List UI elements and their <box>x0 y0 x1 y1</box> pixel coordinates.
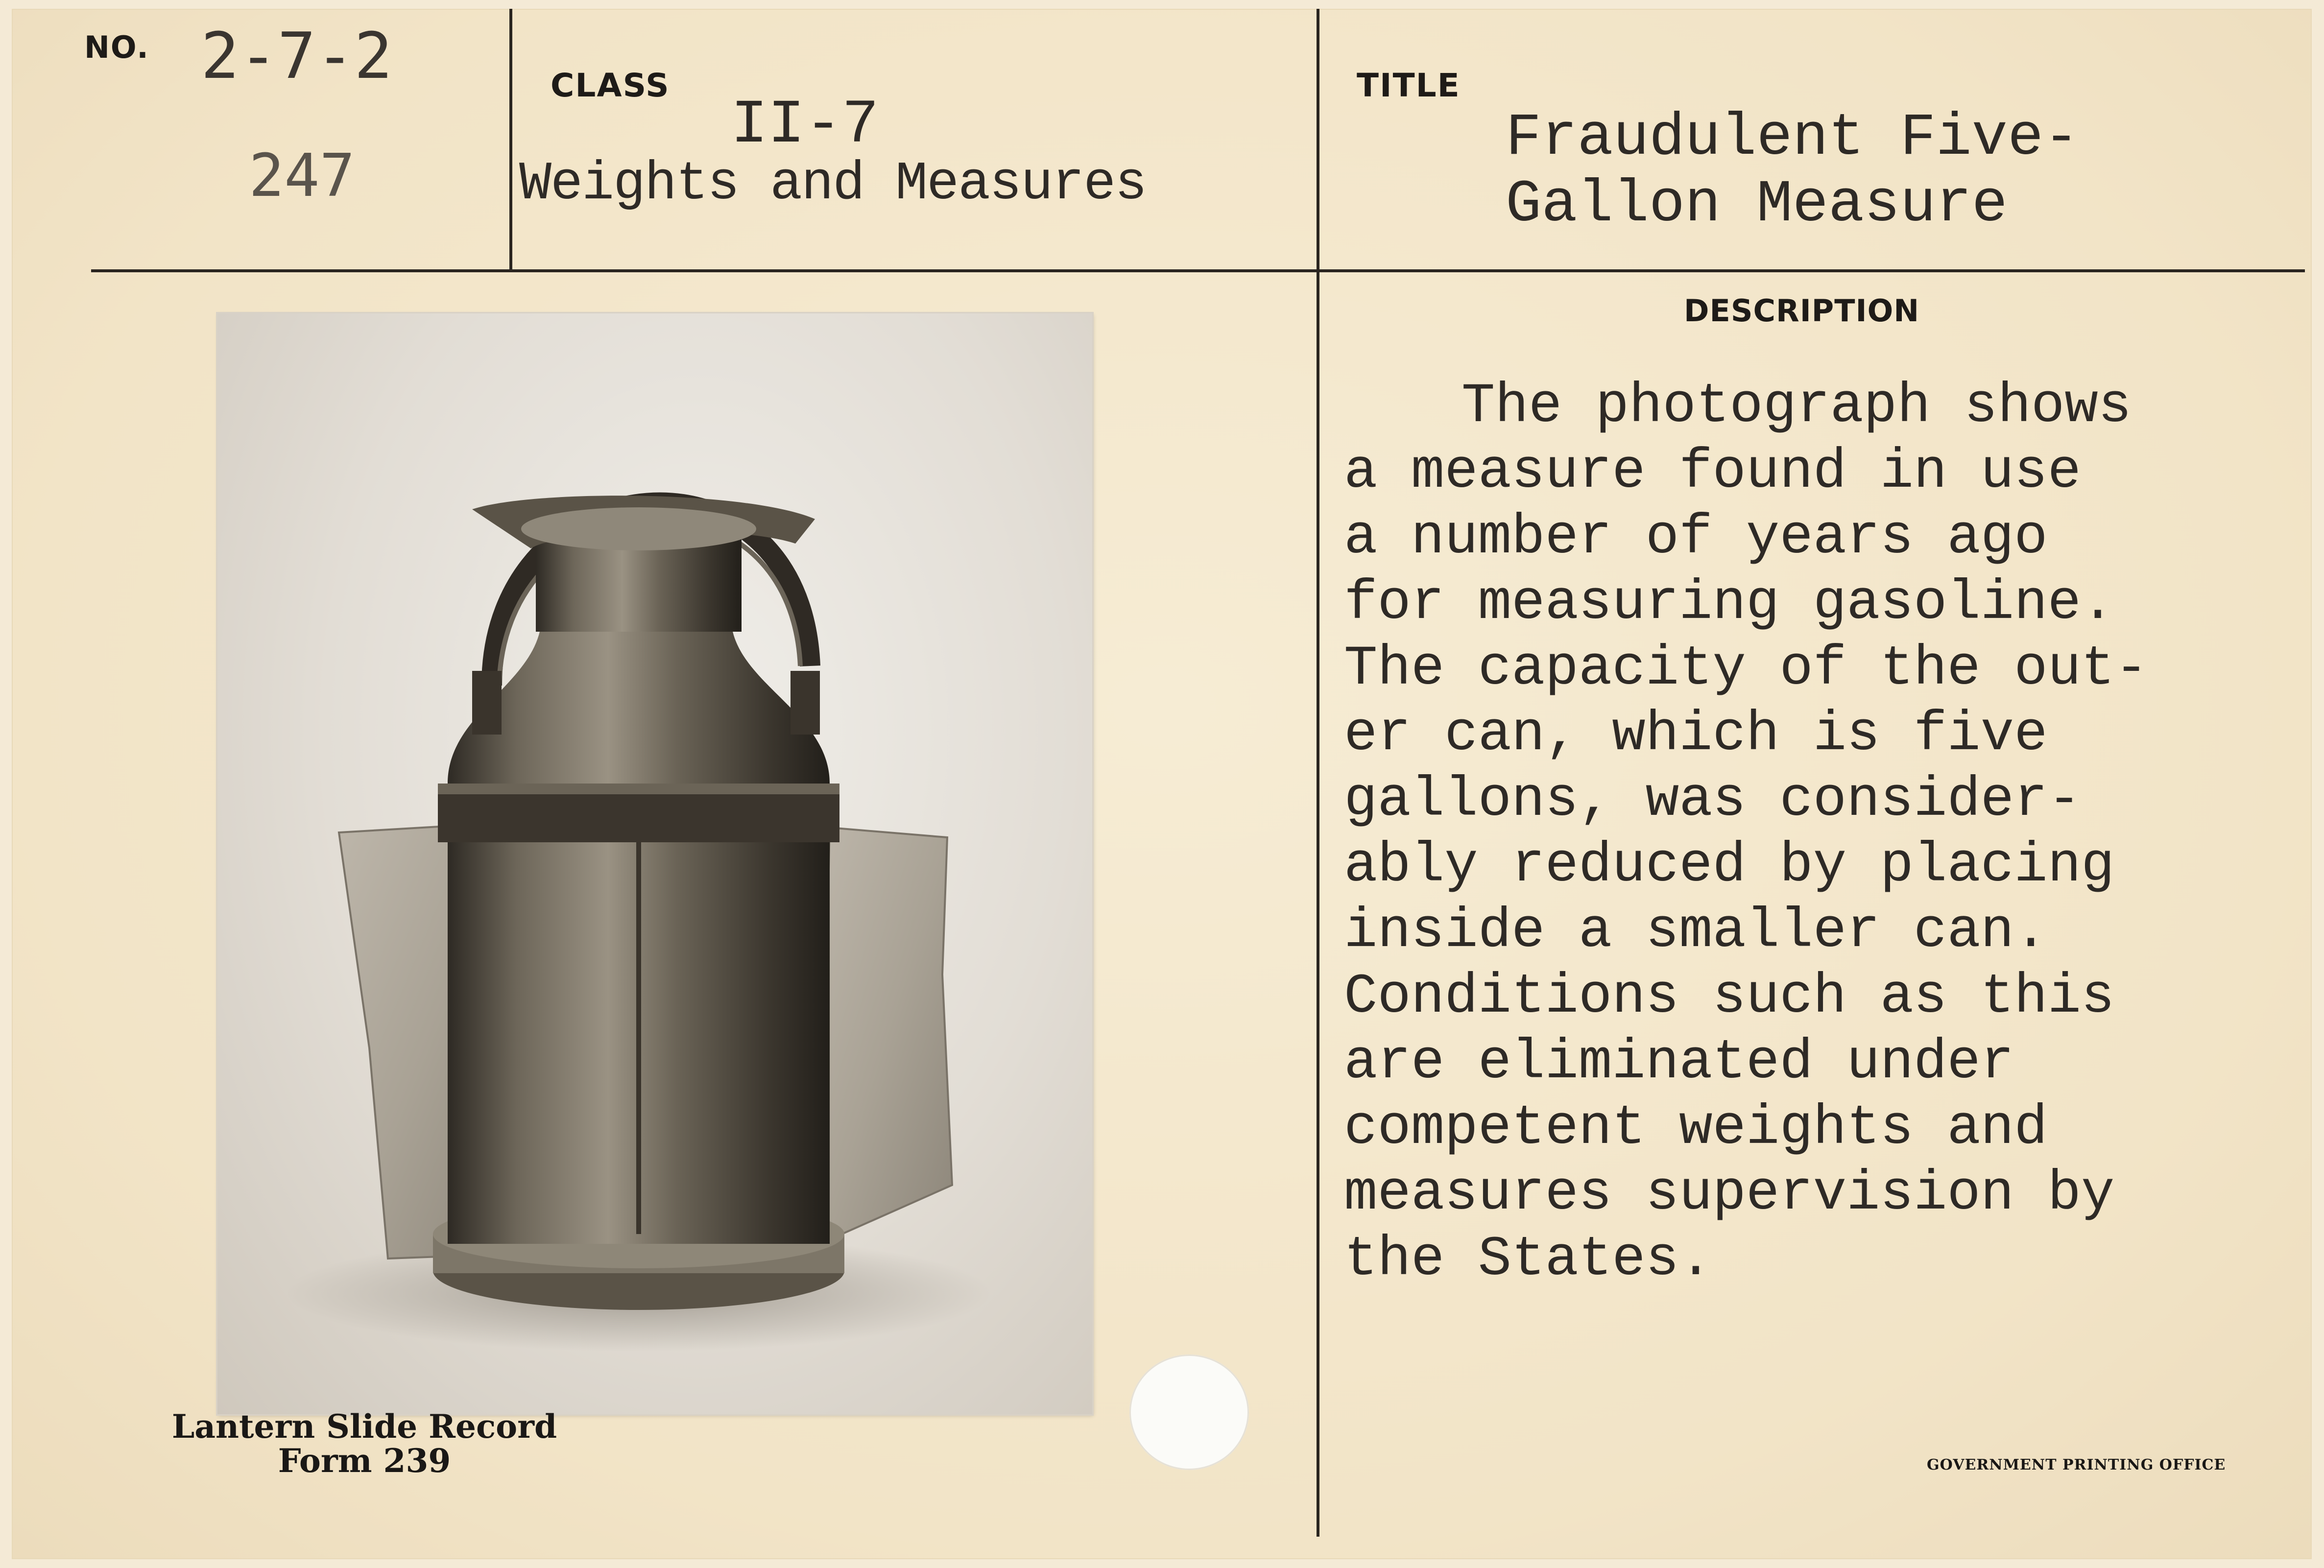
measure-photograph <box>217 313 1092 1414</box>
description-line: The photograph shows <box>1461 375 2132 438</box>
header-divider-rule <box>91 269 2305 272</box>
printer-imprint: GOVERNMENT PRINTING OFFICE <box>1927 1456 2226 1473</box>
punched-hole <box>1129 1354 1249 1470</box>
description-line: measures supervision by <box>1344 1163 2115 1226</box>
no-class-divider <box>509 9 512 269</box>
description-text <box>1344 374 2148 1293</box>
form-footer <box>110 1409 619 1478</box>
description-line: gallons, was consider- <box>1344 769 2082 832</box>
main-vertical-divider <box>1317 9 1319 1537</box>
description-line: er can, which is five <box>1344 703 2048 766</box>
lantern-slide-card <box>12 9 2312 1559</box>
card-number: 2-7-2 <box>201 19 393 93</box>
description-line: inside a smaller can. <box>1344 900 2048 963</box>
description-line: a measure found in use <box>1344 441 2082 504</box>
class-name: Weights and Measures <box>519 154 1147 215</box>
slide-number: 247 <box>249 142 355 210</box>
title-line: Fraudulent Five- <box>1506 104 2080 172</box>
description-line: competent weights and <box>1344 1097 2048 1160</box>
description-line: a number of years ago <box>1344 506 2048 570</box>
gallon-can-illustration <box>217 313 1092 1414</box>
description-line: are eliminated under <box>1344 1031 2014 1094</box>
description-line: Conditions such as this <box>1344 966 2115 1029</box>
description-line: the States. <box>1344 1228 1713 1291</box>
description-label: DESCRIPTION <box>1684 293 1920 329</box>
description-line: ably reduced by placing <box>1344 834 2115 898</box>
class-label: CLASS <box>551 67 670 104</box>
description-line: for measuring gasoline. <box>1344 572 2115 635</box>
no-label: NO. <box>84 29 149 65</box>
footer-record-title: Lantern Slide Record <box>171 1407 557 1446</box>
description-line: The capacity of the out- <box>1344 638 2148 701</box>
title-label: TITLE <box>1357 67 1461 104</box>
class-code: II-7 <box>731 90 879 160</box>
title-line: Gallon Measure <box>1506 170 2008 238</box>
footer-form-number: Form 239 <box>278 1442 451 1480</box>
title-text <box>1506 105 2079 238</box>
